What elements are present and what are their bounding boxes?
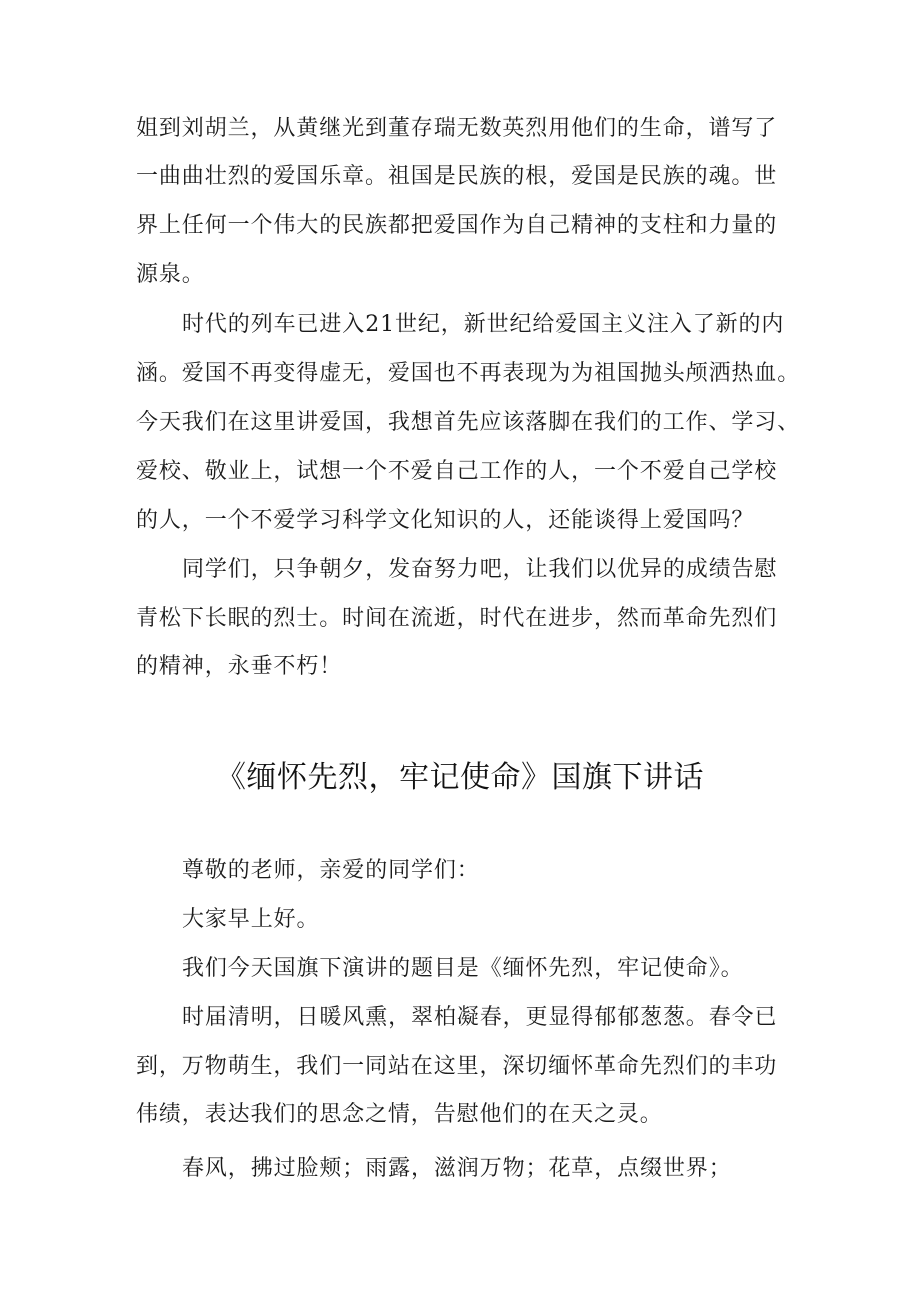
body-text-line: 界上任何一个伟大的民族都把爱国作为自己精神的支柱和力量的 xyxy=(136,213,778,238)
greeting: 大家早上好。 xyxy=(182,907,320,932)
body-text-line: 伟绩，表达我们的思念之情，告慰他们的在天之灵。 xyxy=(136,1102,663,1127)
body-text-line: 的精神，永垂不朽！ xyxy=(136,654,343,679)
body-text-line: 姐到刘胡兰，从黄继光到董存瑞无数英烈用他们的生命，谱写了 xyxy=(136,116,778,141)
body-text-line: 同学们，只争朝夕，发奋努力吧，让我们以优异的成绩告慰 xyxy=(182,557,778,582)
body-text-line: 今天我们在这里讲爱国，我想首先应该落脚在我们的工作、学习、 xyxy=(136,410,801,435)
body-text-line: 春风，拂过脸颊；雨露，滋润万物；花草，点缀世界； xyxy=(182,1156,732,1181)
speech-title: 《缅怀先烈，牢记使命》国旗下讲话 xyxy=(216,760,704,795)
body-text-line: 涵。爱国不再变得虚无，爱国也不再表现为为祖国抛头颅洒热血。 xyxy=(136,361,801,386)
body-text-line: 时届清明，日暖风熏，翠柏凝春，更显得郁郁葱葱。春令已 xyxy=(182,1005,778,1030)
body-text-line: 爱校、敬业上，试想一个不爱自己工作的人，一个不爱自己学校 xyxy=(136,459,778,484)
body-text-line: 时代的列车已进入21世纪，新世纪给爱国主义注入了新的内 xyxy=(182,312,785,337)
body-text-line: 青松下长眠的烈士。时间在流逝，时代在进步，然而革命先烈们 xyxy=(136,606,778,631)
body-text-line: 一曲曲壮烈的爱国乐章。祖国是民族的根，爱国是民族的魂。世 xyxy=(136,164,778,189)
body-text-line: 源泉。 xyxy=(136,262,205,287)
speech-topic: 我们今天国旗下演讲的题目是《缅怀先烈，牢记使命》。 xyxy=(182,956,744,981)
body-text-line: 的人，一个不爱学习科学文化知识的人，还能谈得上爱国吗？ xyxy=(136,508,755,533)
salutation: 尊敬的老师，亲爱的同学们： xyxy=(182,858,480,883)
body-text-line: 到，万物萌生，我们一同站在这里，深切缅怀革命先烈们的丰功 xyxy=(136,1054,778,1079)
